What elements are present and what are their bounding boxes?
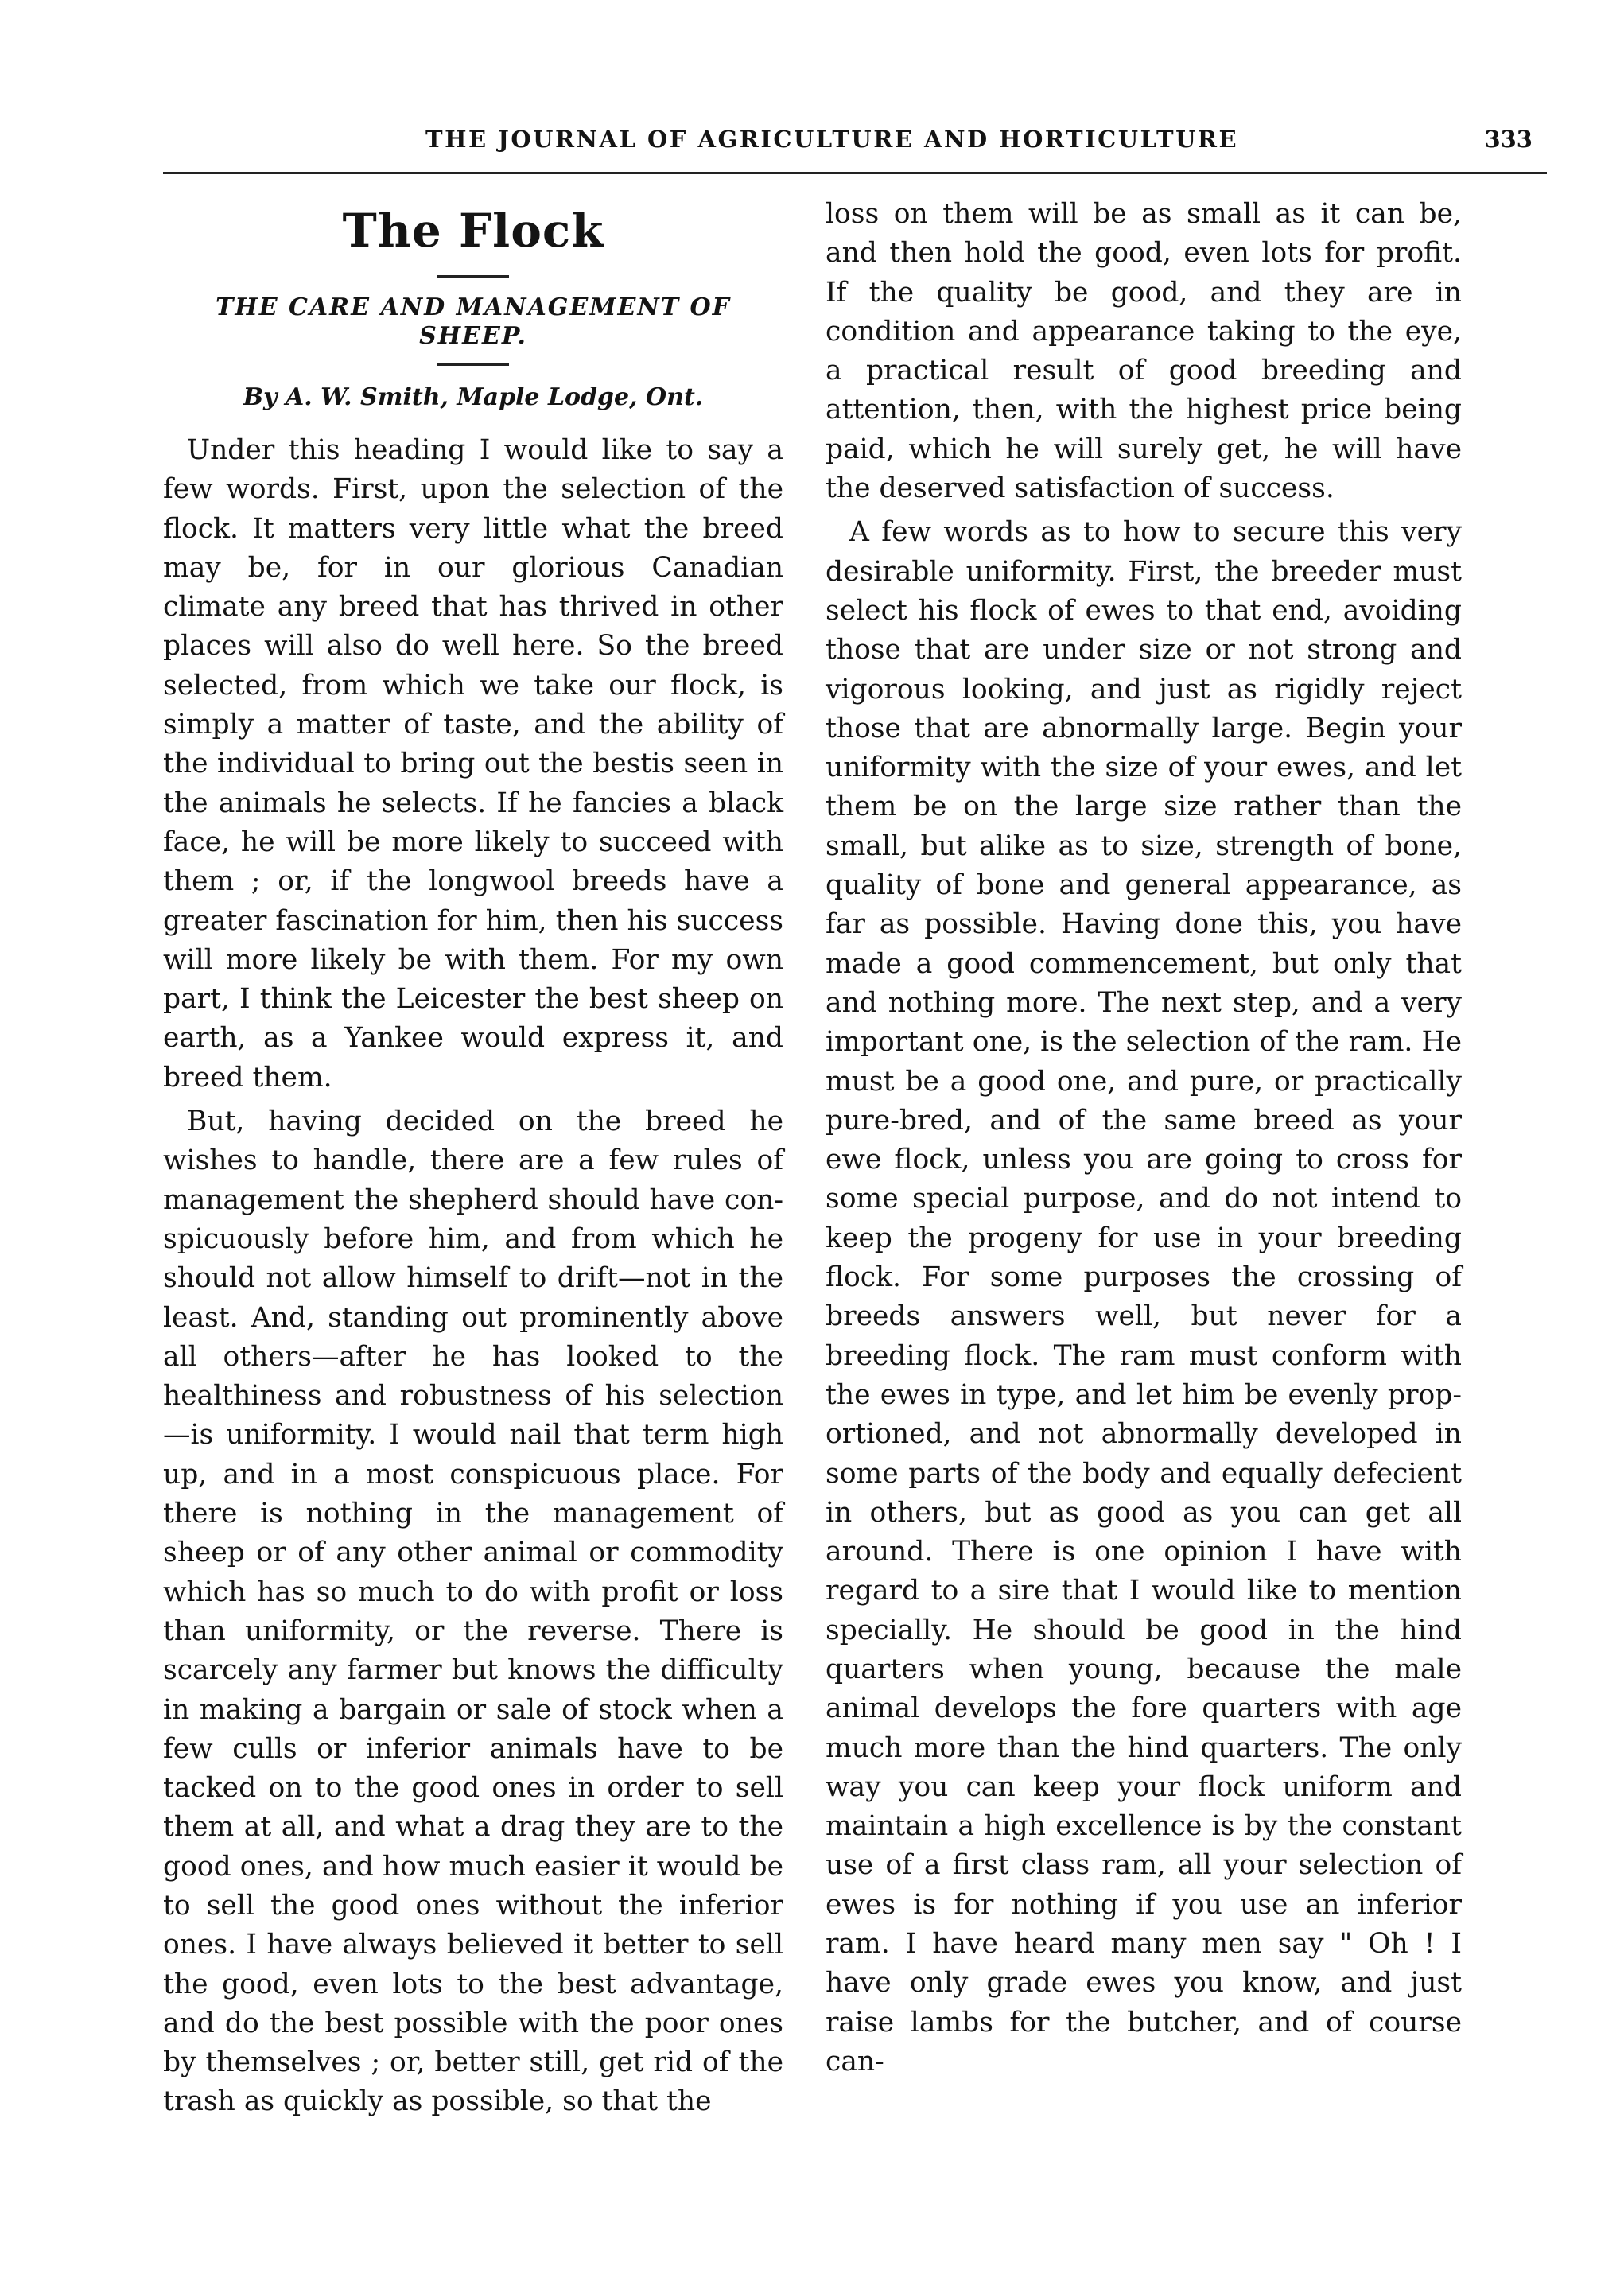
body-paragraph: Under this heading I would like to say a few words. First, upon the selection of the flock. It matters very little what the breed may be, for in our glorious Canadian climate any breed that has thrived in other places will also do well here. So the breed selected, from which we take our flock, is simply a matter of taste, and the ability of the individual to bring out the bestis seen in the animals he selects. If he fancies a black face, he will be more likely to succeed with them ; or, if the longwool breeds have a greater fascination for him, then his success will more likely be with them. For my own part, I think the Leicester the best sheep on earth, as a Yankee would express it, and breed them. bbox=[163, 434, 783, 1094]
body-paragraph: A few words as to how to secure this very desirable uniformity. First, the breeder must select his flock of ewes to that end, avoiding those that are under size or not strong and vigorous looking, and just as rigidly reject those that are abnormally large. Begin your uniformity with the size of your ewes, and let them be on the large size rather than the small, but alike as to size, strength of bone, quality of bone and general appearance, as far as possible. Having done this, you have made a good commencement, but only that and nothing more. The next step, and a very important one, is the selection of the ram. He must be a good one, and pure, or practically pure-bred, and of the same breed as your ewe flock, unless you are going to cross for some special purpose, and do not intend to keep the progeny for use in your breeding flock. For some purposes the crossing of breeds answers well, but never for a breeding flock. The ram must conform with the ewes in type, and let him be evenly proportioned, and not abnormally developed in some parts of the body and equally defecient in others, but as good as you can get all around. There is one opinion I have with regard to a sire that I would like to mention specially. He should be good in the hind quarters when young, because the male animal develops the fore quarters with age much more than the hind quarters. The only way you can keep your flock uniform and maintain a high excellence is by the constant use of a first class ram, all your selection of ewes is for nothing if you use an inferior ram. I have heard many men say " Oh ! I have only grade ewes you know, and just raise lambs for the butcher, and of course can- bbox=[826, 516, 1462, 2077]
section-heading: The Flock bbox=[342, 204, 604, 258]
heading-divider-rule bbox=[437, 275, 509, 278]
header-rule bbox=[163, 172, 1547, 174]
running-header bbox=[163, 119, 1547, 164]
page-number: 333 bbox=[1484, 126, 1533, 153]
body-paragraph: But, having decided on the breed he wishes to handle, there are a few rules of management the shepherd should have conspicuously before him, and from which he should not allow himself to drift—not in the least. And, standing out prominently above all others—after he has looked to the healthiness and robustness of his selection—is uniformity. I would nail that term high up, and in a most conspicuous place. For there is nothing in the management of sheep or of any other animal or commodity which has so much to do with profit or loss than uniformity, or the reverse. There is scarcely any farmer but knows the difficulty in making a bargain or sale of stock when a few culls or inferior animals have to be tacked on to the good ones in order to sell them at all, and what a drag they are to the good ones, and how much easier it would be to sell the good ones without the inferior ones. I have always believed it better to sell the good, even lots to the best advantage, and do the best possible with the poor ones by themselves ; or, better still, get rid of the trash as quickly as possible, so that the bbox=[163, 1106, 783, 2118]
article-byline: By A. W. Smith, Maple Lodge, Ont. bbox=[243, 383, 704, 411]
left-column bbox=[163, 199, 783, 2122]
right-column bbox=[826, 195, 1462, 2081]
title-divider-rule bbox=[437, 363, 509, 366]
left-column-body bbox=[163, 431, 783, 2122]
running-head-title: THE JOURNAL OF AGRICULTURE AND HORTICULTURE bbox=[425, 126, 1239, 153]
right-column-body bbox=[826, 195, 1462, 2081]
article-title: THE CARE AND MANAGEMENT OF SHEEP. bbox=[216, 293, 731, 350]
body-paragraph-continued: loss on them will be as small as it can be, and then hold the good, even lots for profit. If the quality be good, and they are in condition and appearance taking to the eye, a practical result of good breeding and attention, then, with the highest price being paid, which he will surely get, he will have the deserved satisfaction of success. bbox=[826, 198, 1462, 505]
